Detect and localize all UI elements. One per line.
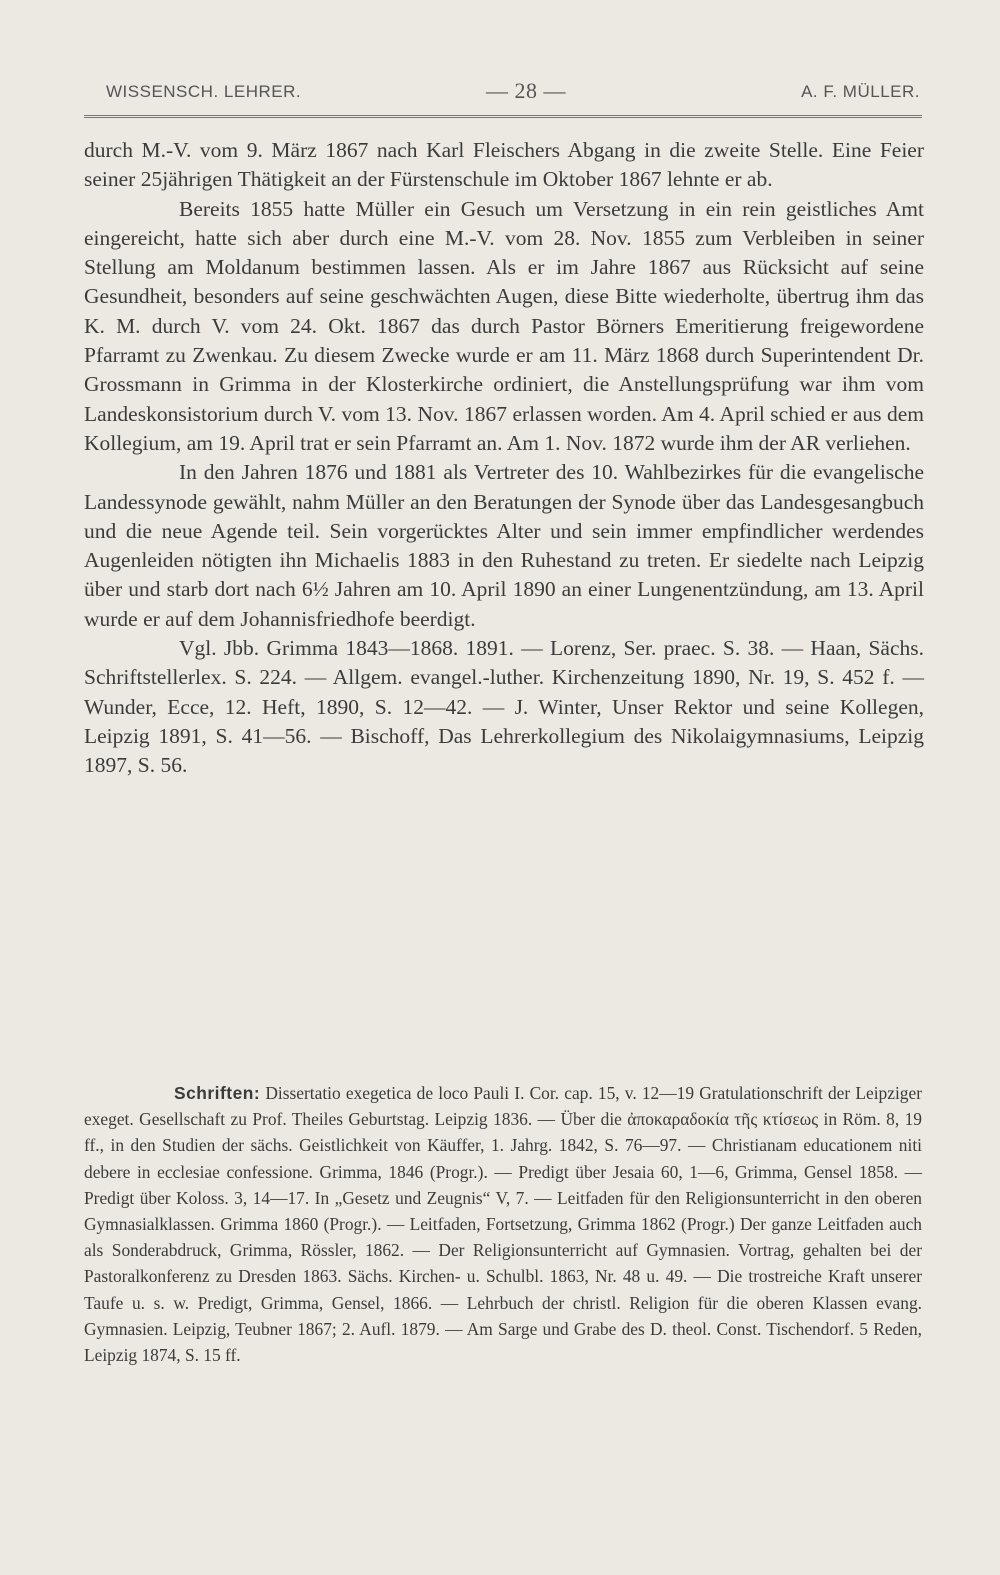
paragraph-versetzung: Bereits 1855 hatte Müller ein Gesuch um Versetzung in ein rein geistliches Amt eingereicht, hatte sich aber durch eine M.-V. vom 28. Nov. 1855 zum Verbleiben in seiner Stellung am Moldanum bestimmen lassen. Als er im Jahre 1867 aus Rücksicht auf seine Gesundheit, besonders auf seine geschwächten Augen, diese Bitte wiederholte, übertrug ihm das K. M. durch V. vom 24. Okt. 1867 das durch Pastor Börners Emeritierung freigewordene Pfarramt zu Zwenkau. Zu diesem Zwecke wurde er am 11. März 1868 durch Superintendent Dr. Grossmann in Grimma in der Klosterkirche ordiniert, die Anstellungsprüfung war ihm vom Landeskonsistorium durch V. vom 13. Nov. 1867 erlassen worden. Am 4. April schied er aus dem Kollegium, am 19. April trat er sein Pfarramt an. Am 1. Nov. 1872 wurde ihm der AR verliehen. [84, 196, 924, 455]
page-number: — 28 — [486, 78, 566, 103]
header-rule [84, 115, 922, 118]
main-text [84, 136, 924, 781]
schriften-section [84, 1080, 922, 1368]
header-section-title: WISSENSCH. LEHRER. [106, 82, 302, 101]
schriften-label: Schriften: [174, 1083, 261, 1103]
paragraph-references: Vgl. Jbb. Grimma 1843—1868. 1891. — Lorenz, Ser. praec. S. 38. — Haan, Sächs. Schriftstellerlex. S. 224. — Allgem. evangel.-luther. Kirchenzeitung 1890, Nr. 19, S. 452 f. — Wunder, Ecce, 12. Heft, 1890, S. 12—42. — J. Winter, Unser Rektor und seine Kollegen, Leipzig 1891, S. 41—56. — Bischoff, Das Lehrerkollegium des Nikolaigymnasiums, Leipzig 1897, S. 56. [84, 636, 924, 778]
paragraph-synode: In den Jahren 1876 und 1881 als Vertreter des 10. Wahlbezirkes für die evangelische Landessynode gewählt, nahm Müller an den Beratungen der Synode über das Landesgesangbuch und die neue Agende teil. Sein vorgerücktes Alter und sein immer empfindlicher werdendes Augenleiden nötigten ihn Michaelis 1883 in den Ruhestand zu treten. Er siedelte nach Leipzig über und starb dort nach 6½ Jahren am 10. April 1890 an einer Lungenentzündung, am 13. April wurde er auf dem Johannisfriedhofe beerdigt. [84, 460, 924, 631]
running-header [106, 78, 920, 112]
paragraph-continuation: durch M.-V. vom 9. März 1867 nach Karl Fleischers Abgang in die zweite Stelle. Eine Feier seiner 25jährigen Thätigkeit an der Fürstenschule im Oktober 1867 lehnte er ab. [84, 138, 924, 192]
schriften-paragraph [84, 1080, 922, 1368]
header-person-name: A. F. MÜLLER. [801, 82, 920, 101]
schriften-text: Dissertatio exegetica de loco Pauli I. Cor. cap. 15, v. 12—19 Gratulationschrift der Leipziger exeget. Gesellschaft zu Prof. Theiles Geburtstag. Leipzig 1836. — Über die ἀποκαραδοκία τῆς κτίσεως in Röm. 8, 19 ff., in den Studien der sächs. Geistlichkeit von Käuffer, 1. Jahrg. 1842, S. 76—97. — Christianam educationem niti debere in ecclesiae confessione. Grimma, 1846 (Progr.). — Predigt über Jesaia 60, 1—6, Grimma, Gensel 1858. — Predigt über Koloss. 3, 14—17. In „Gesetz und Zeugnis“ V, 7. — Leitfaden für den Religionsunterricht in den oberen Gymnasialklassen. Grimma 1860 (Progr.). — Leitfaden, Fortsetzung, Grimma 1862 (Progr.) Der ganze Leitfaden auch als Sonderabdruck, Grimma, Rössler, 1862. — Der Religionsunterricht auf Gymnasien. Vortrag, gehalten bei der Pastoralkonferenz zu Dresden 1863. Sächs. Kirchen- u. Schulbl. 1863, Nr. 48 u. 49. — Die trostreiche Kraft unserer Taufe u. s. w. Predigt, Grimma, Gensel, 1866. — Lehrbuch der christl. Religion für die oberen Klassen evang. Gymnasien. Leipzig, Teubner 1867; 2. Aufl. 1879. — Am Sarge und Grabe des D. theol. Const. Tischendorf. 5 Reden, Leipzig 1874, S. 15 ff. [84, 1083, 922, 1366]
